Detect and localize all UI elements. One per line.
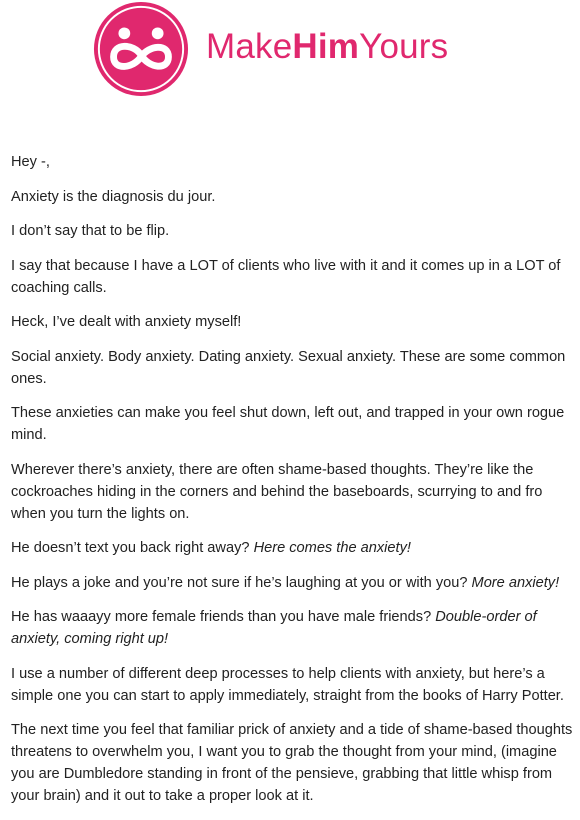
paragraph-3: I say that because I have a LOT of clients who live with it and it comes up in a LOT of coaching calls. [11,257,561,296]
brand-name-part-3: Yours [359,27,449,66]
brand-name[interactable] [206,27,448,67]
paragraph-12: The next time you feel that familiar prick of anxiety and a tide of shame-based thoughts threatens to overwhelm you, I want you to grab the thought from your mind, (imagine you are Dumbledore standing in front of the pensieve, grabbing that little whisp from your brain) and it out to take a proper look at it. [11,722,573,804]
email-body [11,151,577,820]
paragraph-6: These anxieties can make you feel shut down, left out, and trapped in your own rogue mind. [11,405,565,443]
paragraph-10 [11,606,577,650]
brand-name-part-2: Him [292,27,360,66]
paragraph-7: Wherever there’s anxiety, there are often shame-based thoughts. They’re like the cockroaches hiding in the corners and behind the baseboards, scurrying to and fro when you turn the lights on. [11,461,543,522]
paragraph-10-text: He has waaayy more female friends than you have male friends? [11,609,436,625]
paragraph-5: Social anxiety. Body anxiety. Dating anxiety. Sexual anxiety. These are some common ones. [11,348,566,387]
paragraph-10-emphasis: Double-order of anxiety, coming right up! [11,609,537,647]
paragraph-8-emphasis: Here comes the anxiety! [253,540,411,556]
paragraph-8-text: He doesn’t text you back right away? [11,540,254,556]
paragraph-8 [11,537,577,559]
paragraph-1: Anxiety is the diagnosis du jour. [11,188,216,205]
greeting: Hey -, [11,154,50,170]
paragraph-9-text: He plays a joke and you’re not sure if he’s laughing at you or with you? [11,574,472,591]
brand-name-part-1: Make [206,27,293,66]
paragraph-9-emphasis: More anxiety! [471,574,560,591]
paragraph-9 [11,572,577,594]
paragraph-4: Heck, I’ve dealt with anxiety myself! [11,314,242,330]
paragraph-11: I use a number of different deep processes to help clients with anxiety, but here’s a simple one you can start to apply immediately, straight from the books of Harry Potter. [11,665,564,704]
paragraph-2: I don’t say that to be flip. [11,223,170,239]
brand-logo-icon[interactable] [92,0,190,98]
email-header [0,0,580,110]
